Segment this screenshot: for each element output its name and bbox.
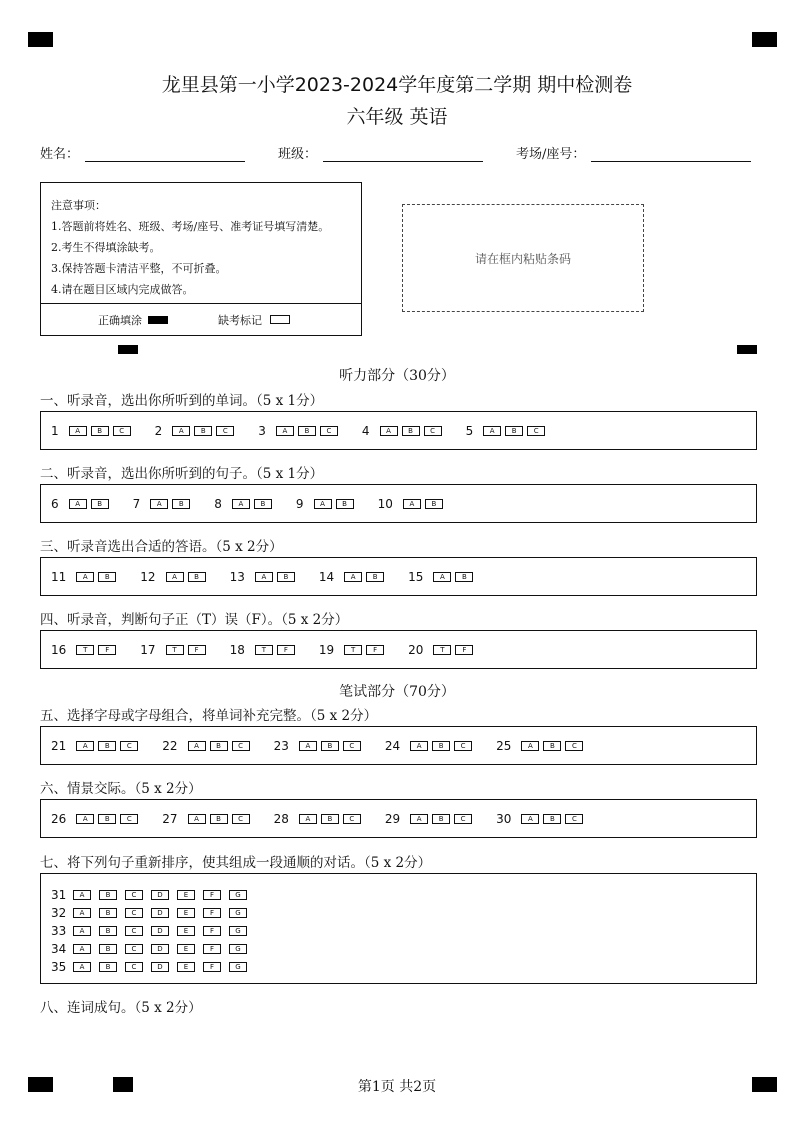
answer-bubble[interactable]: A <box>150 499 168 509</box>
name-input-line[interactable] <box>85 145 245 162</box>
section-title: 四、听录音，判断句子正（T）误（F）。（5 x 2分） <box>40 612 349 628</box>
question-item <box>51 643 120 657</box>
question-number: 2 <box>154 423 163 438</box>
question-number: 11 <box>51 569 67 584</box>
answer-bubble[interactable]: C <box>343 741 361 751</box>
class-label: 班级： <box>278 147 318 162</box>
correct-fill-sample <box>148 316 168 324</box>
answer-bubble[interactable]: A <box>76 814 94 824</box>
question-number: 21 <box>51 738 67 753</box>
question-item <box>274 812 365 826</box>
answer-bubble[interactable]: F <box>98 645 116 655</box>
answer-bubble[interactable]: A <box>73 944 91 954</box>
answer-bubble[interactable]: T <box>255 645 273 655</box>
question-number: 25 <box>496 738 512 753</box>
answer-bubble[interactable]: A <box>276 426 294 436</box>
question-item <box>51 886 756 904</box>
answer-bubble[interactable]: B <box>277 572 295 582</box>
question-item <box>296 497 358 511</box>
answer-bubble[interactable]: G <box>229 890 247 900</box>
answer-bubble[interactable]: B <box>455 572 473 582</box>
question-number: 28 <box>273 811 289 826</box>
answer-bubble[interactable]: C <box>125 962 143 972</box>
notice-item: 3.保持答题卡清洁平整，不可折叠。 <box>51 262 227 275</box>
answer-bubble[interactable]: A <box>314 499 332 509</box>
answer-bubble[interactable]: B <box>432 741 450 751</box>
answer-bubble[interactable]: E <box>177 908 195 918</box>
answer-bubble[interactable]: A <box>172 426 190 436</box>
answer-bubble[interactable]: F <box>188 645 206 655</box>
question-item <box>214 497 276 511</box>
answer-bubble[interactable]: A <box>483 426 501 436</box>
question-number: 27 <box>162 811 178 826</box>
answer-bubble[interactable]: B <box>99 908 117 918</box>
writing-part-title: 笔试部分（70分） <box>339 684 455 700</box>
answer-bubble[interactable]: B <box>210 741 228 751</box>
answer-bubble[interactable]: C <box>232 741 250 751</box>
question-number: 23 <box>273 738 289 753</box>
section-title: 五、选择字母或字母组合，将单词补充完整。（5 x 2分） <box>40 708 378 724</box>
question-number: 34 <box>51 942 67 956</box>
section-title: 八、连词成句。（5 x 2分） <box>40 1000 202 1016</box>
section-title: 六、情景交际。（5 x 2分） <box>40 781 202 797</box>
answer-bubble[interactable]: B <box>210 814 228 824</box>
answer-bubble[interactable]: C <box>120 741 138 751</box>
answer-bubble[interactable]: B <box>402 426 420 436</box>
answer-bubble[interactable]: C <box>125 944 143 954</box>
answer-bubble[interactable]: E <box>177 944 195 954</box>
answer-bubble[interactable]: A <box>344 572 362 582</box>
section-title: 二、听录音，选出你所听到的句子。（5 x 1分） <box>40 466 324 482</box>
section-title: 七、将下列句子重新排序，使其组成一段通顺的对话。（5 x 2分） <box>40 855 432 871</box>
answer-bubble[interactable]: B <box>321 814 339 824</box>
question-item <box>319 643 388 657</box>
answer-bubble[interactable]: F <box>203 890 221 900</box>
answer-bubble[interactable]: A <box>73 962 91 972</box>
question-item <box>51 940 756 958</box>
answer-bubble[interactable]: C <box>454 741 472 751</box>
question-number: 33 <box>51 924 67 938</box>
answer-bubble[interactable]: D <box>151 890 169 900</box>
question-number: 19 <box>318 642 335 657</box>
question-number: 5 <box>465 423 474 438</box>
question-number: 15 <box>408 569 424 584</box>
question-item <box>230 643 299 657</box>
question-number: 9 <box>295 496 304 511</box>
notice-heading: 注意事项： <box>51 199 106 212</box>
answer-bubble[interactable]: A <box>188 814 206 824</box>
answer-bubble[interactable]: B <box>336 499 354 509</box>
question-number: 12 <box>140 569 156 584</box>
notice-box <box>40 182 362 336</box>
answer-bubble[interactable]: E <box>177 890 195 900</box>
section-title: 三、听录音选出合适的答语。（5 x 2分） <box>40 539 283 555</box>
answer-bubble[interactable]: B <box>432 814 450 824</box>
question-item <box>466 424 550 438</box>
answer-bubble[interactable]: T <box>76 645 94 655</box>
answer-bubble[interactable]: A <box>521 814 539 824</box>
notice-item: 1.答题前将姓名、班级、考场/座号、准考证号填写清楚。 <box>51 220 330 233</box>
question-number: 30 <box>496 811 512 826</box>
answer-bubble[interactable]: F <box>455 645 473 655</box>
question-number: 7 <box>132 496 141 511</box>
answer-bubble[interactable]: A <box>69 426 87 436</box>
question-item <box>162 812 253 826</box>
answer-bubble[interactable]: B <box>366 572 384 582</box>
answer-bubble[interactable]: B <box>91 426 109 436</box>
answer-bubble[interactable]: B <box>98 814 116 824</box>
answer-bubble[interactable]: F <box>277 645 295 655</box>
listening-part-title: 听力部分（30分） <box>339 368 455 384</box>
answer-bubble[interactable]: A <box>76 741 94 751</box>
exam-title: 龙里县第一小学2023-2024学年度第二学期 期中检测卷 <box>161 74 633 96</box>
answer-bubble[interactable]: D <box>151 944 169 954</box>
correct-fill-label: 正确填涂 <box>98 313 142 327</box>
question-item <box>385 739 476 753</box>
answer-bubble[interactable]: B <box>91 499 109 509</box>
answer-bubble[interactable]: T <box>433 645 451 655</box>
notice-item: 2.考生不得填涂缺考。 <box>51 241 161 254</box>
answer-bubble[interactable]: C <box>527 426 545 436</box>
question-item <box>51 497 113 511</box>
answer-bubble[interactable]: C <box>113 426 131 436</box>
answer-bubble[interactable]: B <box>298 426 316 436</box>
question-item <box>51 904 756 922</box>
question-number: 14 <box>318 569 335 584</box>
question-item <box>51 424 135 438</box>
answer-bubble[interactable]: T <box>344 645 362 655</box>
answer-bubble[interactable]: C <box>125 890 143 900</box>
answer-box <box>40 484 757 523</box>
section-title: 一、听录音，选出你所听到的单词。（5 x 1分） <box>40 393 324 409</box>
answer-bubble[interactable]: G <box>229 926 247 936</box>
barcode-hint: 请在框内粘贴条码 <box>474 251 571 266</box>
question-item <box>140 643 209 657</box>
fill-legend <box>41 303 361 335</box>
notice-item: 4.请在题目区域内完成做答。 <box>51 283 194 296</box>
question-number: 29 <box>384 811 401 826</box>
answer-bubble[interactable]: B <box>98 741 116 751</box>
answer-bubble[interactable]: B <box>543 814 561 824</box>
question-item <box>51 739 142 753</box>
question-number: 16 <box>51 642 67 657</box>
question-item <box>51 958 756 976</box>
answer-bubble[interactable]: B <box>425 499 443 509</box>
question-number: 17 <box>140 642 156 657</box>
question-item <box>408 570 477 584</box>
registration-mark <box>118 345 138 354</box>
answer-bubble[interactable]: F <box>203 944 221 954</box>
class-field[interactable] <box>278 143 483 162</box>
absent-mark-label: 缺考标记 <box>218 313 262 327</box>
question-number: 6 <box>51 496 59 511</box>
answer-bubble[interactable]: B <box>99 926 117 936</box>
answer-bubble[interactable]: B <box>505 426 523 436</box>
question-number: 8 <box>214 496 222 511</box>
registration-mark <box>737 345 757 354</box>
answer-bubble[interactable]: D <box>151 926 169 936</box>
answer-bubble[interactable]: C <box>565 741 583 751</box>
answer-bubble[interactable]: B <box>321 741 339 751</box>
answer-box <box>40 557 757 596</box>
question-item <box>378 497 447 511</box>
registration-mark <box>752 32 777 47</box>
answer-bubble[interactable]: C <box>320 426 338 436</box>
answer-box <box>40 799 757 838</box>
question-number: 20 <box>408 642 424 657</box>
question-item <box>51 812 142 826</box>
answer-bubble[interactable]: B <box>543 741 561 751</box>
answer-bubble[interactable]: B <box>172 499 190 509</box>
page-number: 第1页 共2页 <box>357 1079 437 1095</box>
question-item <box>496 812 587 826</box>
answer-bubble[interactable]: F <box>366 645 384 655</box>
question-number: 24 <box>384 738 401 753</box>
answer-bubble[interactable]: C <box>424 426 442 436</box>
answer-bubble[interactable]: C <box>232 814 250 824</box>
question-number: 22 <box>162 738 178 753</box>
answer-bubble[interactable]: B <box>99 944 117 954</box>
answer-bubble[interactable]: A <box>188 741 206 751</box>
seat-label: 考场/座号： <box>516 147 586 162</box>
answer-bubble[interactable]: F <box>203 926 221 936</box>
answer-bubble[interactable]: C <box>454 814 472 824</box>
answer-bubble[interactable]: A <box>299 741 317 751</box>
question-item <box>319 570 388 584</box>
answer-bubble[interactable]: A <box>521 741 539 751</box>
answer-bubble[interactable]: B <box>99 890 117 900</box>
answer-box <box>40 630 757 669</box>
answer-bubble[interactable]: A <box>410 741 428 751</box>
question-number: 1 <box>51 423 59 438</box>
answer-bubble[interactable]: B <box>254 499 272 509</box>
answer-bubble[interactable]: A <box>380 426 398 436</box>
answer-bubble[interactable]: C <box>343 814 361 824</box>
answer-bubble[interactable]: A <box>299 814 317 824</box>
answer-bubble[interactable]: C <box>565 814 583 824</box>
question-number: 18 <box>229 642 245 657</box>
answer-bubble[interactable]: C <box>125 926 143 936</box>
answer-bubble[interactable]: B <box>188 572 206 582</box>
answer-bubble[interactable]: C <box>120 814 138 824</box>
answer-bubble[interactable]: D <box>151 908 169 918</box>
question-item <box>155 424 239 438</box>
answer-bubble[interactable]: A <box>69 499 87 509</box>
answer-bubble[interactable]: E <box>177 926 195 936</box>
question-item <box>385 812 476 826</box>
answer-bubble[interactable]: A <box>73 890 91 900</box>
question-item <box>258 424 342 438</box>
answer-bubble[interactable]: A <box>73 908 91 918</box>
question-number: 4 <box>361 423 370 438</box>
question-item <box>362 424 446 438</box>
answer-bubble[interactable]: G <box>229 908 247 918</box>
answer-bubble[interactable]: E <box>177 962 195 972</box>
question-number: 3 <box>258 423 266 438</box>
answer-bubble[interactable]: A <box>73 926 91 936</box>
answer-bubble[interactable]: B <box>98 572 116 582</box>
question-number: 35 <box>51 960 67 974</box>
answer-bubble[interactable]: F <box>203 962 221 972</box>
question-item <box>51 570 120 584</box>
question-item <box>133 497 195 511</box>
name-field[interactable] <box>40 143 245 162</box>
question-number: 13 <box>229 569 245 584</box>
answer-bubble[interactable]: D <box>151 962 169 972</box>
question-number: 31 <box>51 888 67 902</box>
answer-bubble[interactable]: A <box>255 572 273 582</box>
answer-bubble[interactable]: A <box>76 572 94 582</box>
absent-mark-box[interactable] <box>270 315 290 324</box>
seat-input-line[interactable] <box>591 145 751 162</box>
answer-box <box>40 726 757 765</box>
answer-bubble[interactable]: C <box>216 426 234 436</box>
answer-bubble[interactable]: F <box>203 908 221 918</box>
exam-subtitle: 六年级 英语 <box>346 106 448 128</box>
answer-box <box>40 873 757 984</box>
name-label: 姓名： <box>40 147 80 162</box>
answer-bubble[interactable]: C <box>125 908 143 918</box>
question-item <box>274 739 365 753</box>
question-item <box>162 739 253 753</box>
answer-bubble[interactable]: B <box>99 962 117 972</box>
answer-bubble[interactable]: A <box>410 814 428 824</box>
answer-bubble[interactable]: T <box>166 645 184 655</box>
answer-bubble[interactable]: A <box>166 572 184 582</box>
question-item <box>140 570 209 584</box>
answer-bubble[interactable]: G <box>229 944 247 954</box>
answer-bubble[interactable]: A <box>403 499 421 509</box>
barcode-area <box>402 204 644 312</box>
registration-mark <box>28 32 53 47</box>
answer-bubble[interactable]: A <box>232 499 250 509</box>
question-number: 10 <box>377 496 393 511</box>
question-item <box>496 739 587 753</box>
question-number: 26 <box>51 811 67 826</box>
class-input-line[interactable] <box>323 145 483 162</box>
question-item <box>230 570 299 584</box>
answer-bubble[interactable]: A <box>433 572 451 582</box>
answer-bubble[interactable]: B <box>194 426 212 436</box>
question-number: 32 <box>51 906 67 920</box>
question-item <box>51 922 756 940</box>
answer-box <box>40 411 757 450</box>
question-item <box>408 643 477 657</box>
answer-bubble[interactable]: G <box>229 962 247 972</box>
seat-field[interactable] <box>516 143 751 162</box>
